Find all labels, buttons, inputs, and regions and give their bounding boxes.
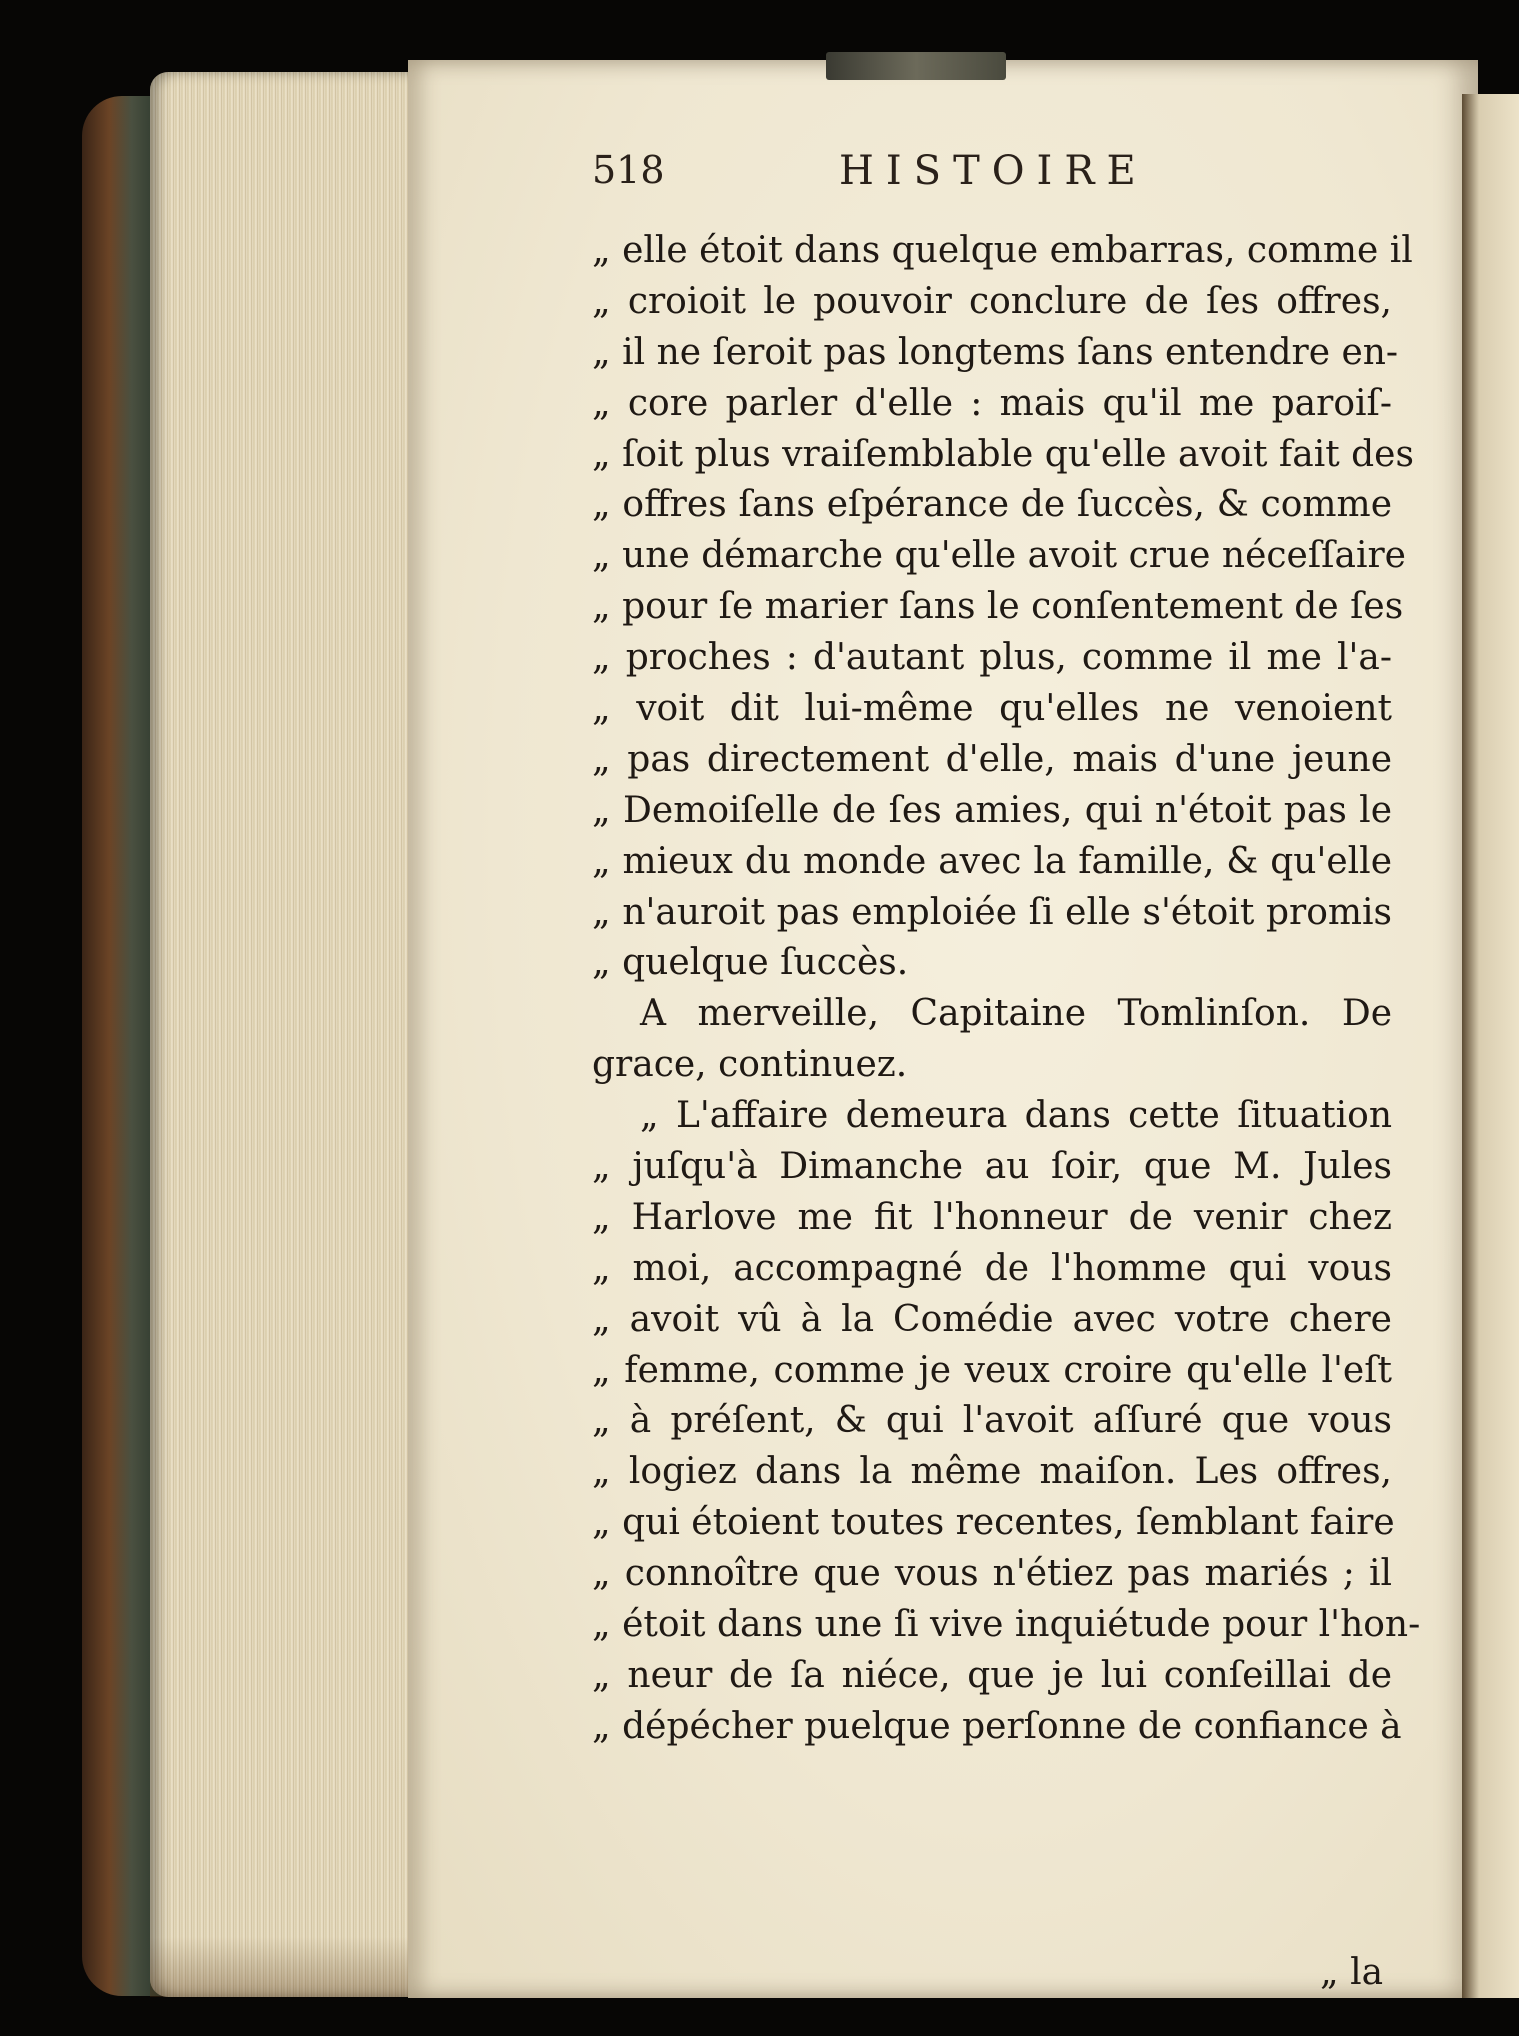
text-line: „ dépécher puelque perſonne de confiance à	[592, 1705, 1402, 1747]
facing-page-edge	[1462, 94, 1519, 1998]
text-line: „ proches : d'autant plus, comme il me l'a-	[592, 637, 1392, 679]
text-line: „ ſoit plus vraiſemblable qu'elle avoit fait des	[592, 433, 1414, 475]
text-line: „ core parler d'elle : mais qu'il me paroiſ-	[592, 382, 1392, 424]
catchword: „ la	[1320, 1952, 1384, 1993]
text-line: „ L'affaire demeura dans cette ſituation	[640, 1095, 1392, 1137]
text-line: „ mieux du monde avec la famille, & qu'elle	[592, 840, 1392, 882]
text-line: „ avoit vû à la Comédie avec votre chere	[592, 1298, 1392, 1340]
text-line: „ connoître que vous n'étiez pas mariés ; il	[592, 1553, 1392, 1595]
bookmark-ribbon	[826, 52, 1006, 80]
text-line: „ offres ſans eſpérance de ſuccès, & comme	[592, 484, 1392, 526]
page-edges	[150, 72, 420, 1997]
text-line: „ croioit le pouvoir conclure de ſes offres,	[592, 280, 1392, 322]
body-text	[592, 226, 1421, 1753]
page-header	[592, 148, 1242, 198]
text-line: grace, continuez.	[592, 1044, 908, 1086]
text-line: „ voit dit lui-même qu'elles ne venoient	[592, 688, 1392, 730]
text-line: „ quelque ſuccès.	[592, 942, 909, 984]
text-line: „ juſqu'à Dimanche au ſoir, que M. Jules	[592, 1146, 1392, 1188]
text-line: „ Harlove me fit l'honneur de venir chez	[592, 1196, 1392, 1238]
text-line: „ il ne ſeroit pas longtems ſans entendre en-	[592, 331, 1399, 373]
text-line: „ pas directement d'elle, mais d'une jeune	[592, 738, 1392, 780]
text-line: „ Demoiſelle de ſes amies, qui n'étoit pas le	[592, 789, 1392, 831]
text-line: „ étoit dans une ſi vive inquiétude pour l'hon-	[592, 1604, 1421, 1646]
text-line: A merveille, Capitaine Tomlinſon. De	[640, 993, 1392, 1035]
text-line: „ pour ſe marier ſans le conſentement de ſes	[592, 586, 1404, 628]
text-line: „ moi, accompagné de l'homme qui vous	[592, 1247, 1392, 1289]
text-line: „ une démarche qu'elle avoit crue néceſſaire	[592, 535, 1406, 577]
text-line: „ femme, comme je veux croire qu'elle l'eſt	[592, 1349, 1392, 1391]
text-line: „ neur de ſa niéce, que je lui conſeillai de	[592, 1654, 1392, 1696]
text-line: „ n'auroit pas emploiée ſi elle s'étoit promis	[592, 891, 1392, 933]
running-head: HISTOIRE	[839, 148, 1148, 194]
text-line: „ à préſent, & qui l'avoit aſſuré que vous	[592, 1400, 1392, 1442]
text-line: „ qui étoient toutes recentes, ſemblant faire	[592, 1502, 1395, 1544]
text-line: „ logiez dans la même maiſon. Les offres,	[592, 1451, 1392, 1493]
text-line: „ elle étoit dans quelque embarras, comme il	[592, 230, 1413, 271]
page-number: 518	[592, 148, 665, 192]
